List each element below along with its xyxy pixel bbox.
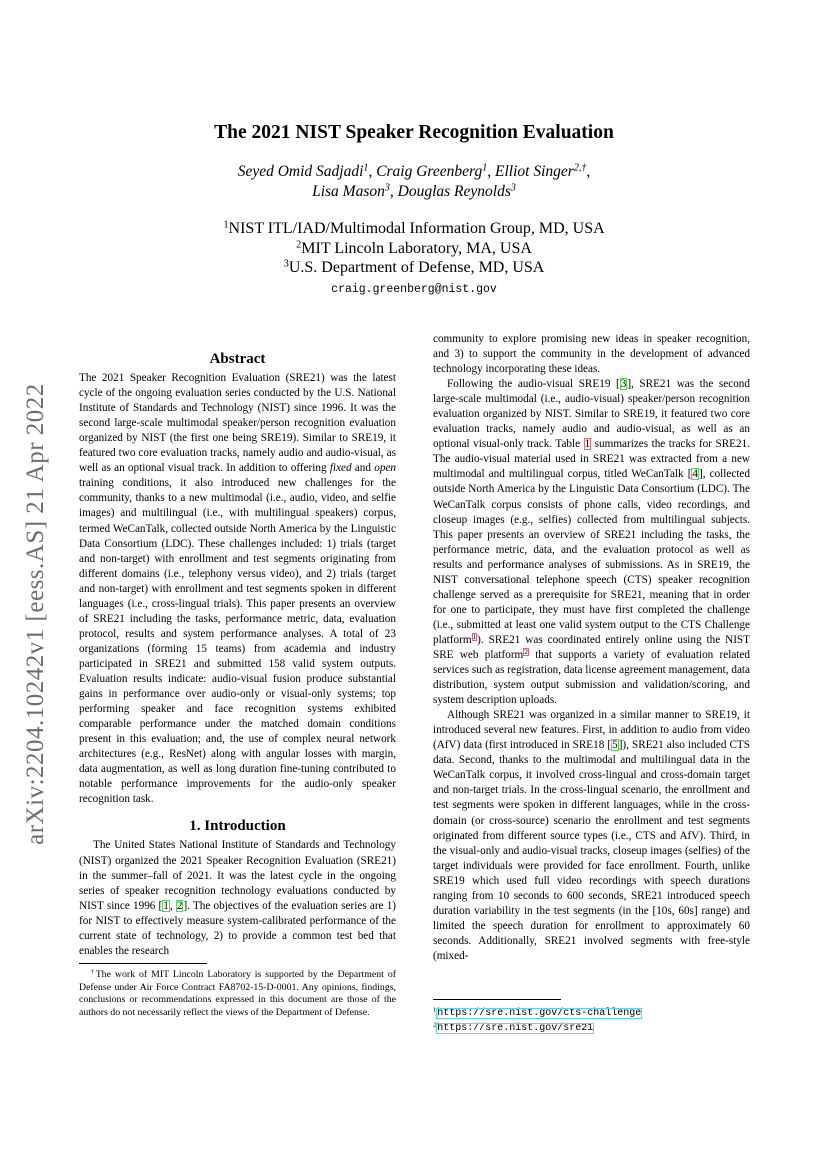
text-run: ). SRE21 was coordinated entirely online using the NIST SRE web platform	[433, 633, 750, 661]
footnote-funding	[79, 963, 396, 1019]
footnote-rule	[433, 999, 561, 1000]
footnote-url-link[interactable]: https://sre.nist.gov/cts-challenge	[437, 1008, 642, 1019]
text-run: ], collected outside North America by the Linguistic Data Consortium (LDC). The WeCanTalk corpus consists of phone calls, video recordings, and closeup images (e.g., selfies) collected from multilingual subjects. This paper presents an overview of SRE21 including the tasks, the performance metric, data, and the evaluation protocol as well as results and performance analyses of submissions. As in SRE19, the NIST conversational telephone speech (CTS) speaker recognition challenge served as a prerequisite for SRE21, meaning that in order for one to participate, they must have first completed the challenge (i.e., submitted at least one valid system output to the CTS Challenge platform	[433, 468, 750, 646]
footnote-item	[433, 1022, 750, 1036]
footnote-mark: 1	[433, 1006, 437, 1014]
author-line-2	[0, 182, 828, 202]
text-run: that supports a variety of evaluation related services such as registration, data license agreement management, data distribution, system output submission and validation/scoring, and system description uploads.	[433, 648, 750, 707]
citation-link[interactable]: 1	[163, 899, 169, 912]
affil-mark: 2	[296, 238, 302, 250]
table-reference-link[interactable]: 1	[584, 438, 591, 451]
footnote-rule	[79, 963, 207, 964]
text-run: ]. The objectives of the evaluation series are 1) for NIST to effectively measure system-calibrated performance of the current state of technology, 2) to provide a common test bed that enables the research	[79, 899, 397, 957]
footnote-text	[79, 969, 396, 1019]
citation-link[interactable]: 3	[620, 378, 627, 391]
text-run: The work of MIT Lincoln Laboratory is supported by the Department of Defense under Air Force Contract FA8702-15-D-0001. Any opinions, findings, conclusions or recommendations expressed in this document are those of the authors do not necessarily reflect the views of the Department of Defense.	[79, 969, 396, 1018]
footnotes-urls	[433, 999, 750, 1035]
citation-link[interactable]: 5	[612, 739, 618, 752]
text-run: The 2021 Speaker Recognition Evaluation (SRE21) was the latest cycle of the ongoing evaluation series conducted by the U.S. National Institute of Standards and Technology (NIST) since 1996. It was the second large-scale multimodal speaker/person recognition evaluation organized by NIST (the first one being SRE19). Similar to SRE19, it featured two core evaluation tracks, namely audio and audio-visual, as well as an optional visual track. In addition to offering	[79, 372, 396, 475]
body-paragraph	[433, 708, 750, 964]
affil-mark: 1	[223, 219, 229, 231]
introduction-heading: 1. Introduction	[189, 818, 286, 835]
text-run: Following the audio-visual SRE19 [	[447, 378, 620, 391]
left-column	[79, 352, 396, 959]
abstract-paragraph	[79, 371, 396, 807]
affiliation-item	[0, 219, 828, 239]
intro-paragraph	[79, 838, 396, 958]
arxiv-sidebar	[24, 354, 48, 874]
affiliations	[0, 219, 828, 299]
right-column	[433, 332, 750, 964]
footnote-link[interactable]: 1	[472, 632, 477, 641]
affil-mark: 3	[283, 258, 289, 270]
footnote-item	[433, 1007, 750, 1021]
author-list	[0, 162, 828, 202]
author-name: Lisa Mason	[312, 183, 385, 200]
affiliation-item	[0, 239, 828, 259]
footnote-url-link[interactable]: https://sre.nist.gov/sre21	[437, 1022, 594, 1034]
author-name: Craig Greenberg	[376, 163, 483, 180]
text-run: The United States National Institute of Standards and Technology (NIST) organized the 2021 Speaker Recognition Evaluation (SRE21) in the summer–fall of 2021. It was the latest cycle in the ongoing series of speaker recognition technology evaluations conducted by NIST since 1996 [	[79, 839, 396, 912]
footnote-mark: †	[91, 968, 96, 976]
author-affil-mark: 1	[363, 162, 369, 174]
text-run: training conditions, it also introduced new challenges for the community, thanks to a new multimodal (i.e., audio, video, and selfie images) and multilingual (i.e., with multilingual speakers) corpus, termed WeCanTalk, collected outside North America by the Linguistic Data Consortium (LDC). These challenges included: 1) trials (target and non-target) with enrollment and test segments originating from different domains (i.e., telephony versus video), and 2) trials (target and non-target) with enrollment and test segments spoken in different languages (i.e., cross-lingual trials). This paper presents an overview of SRE21 including the tasks, performance metric, data, evaluation protocol, results and system performance analyses. A total of 23 organizations (forming 15 teams) from academia and industry participated in SRE21 and submitted 158 valid system outputs. Evaluation results indicate: audio-visual fusion produce substantial gains in performance over audio-only or visual-only systems; top performing speaker and face recognition systems exhibited comparable performance under the matched domain conditions present in this evaluation; and, the use of complex neural network architectures (e.g., ResNet) along with angular losses with margin, data augmentation, as well as long duration fine-tuning contributed to notable performance improvements for the audio-only speaker recognition task.	[79, 477, 396, 806]
author-name: Seyed Omid Sadjadi	[237, 163, 364, 180]
body-paragraph: community to explore promising new ideas in speaker recognition, and 3) to support the community in the development of advanced technology incorporating these ideas.	[433, 333, 750, 376]
body-paragraph	[433, 377, 750, 708]
author-name: Elliot Singer	[495, 163, 574, 180]
citation-link[interactable]: 2	[176, 899, 183, 912]
contact-email[interactable]: craig.greenberg@nist.gov	[331, 282, 497, 296]
author-separator: ,	[368, 163, 377, 180]
author-affil-mark: 2,†	[573, 162, 587, 174]
author-affil-mark: 3	[384, 182, 390, 194]
author-affil-mark: 3	[510, 182, 516, 194]
affil-text: NIST ITL/IAD/Multimodal Information Group, MD, USA	[228, 220, 605, 237]
affil-text: U.S. Department of Defense, MD, USA	[288, 259, 545, 276]
text-run: Although SRE21 was organized in a similar manner to SRE19, it introduced several new features. First, in addition to audio from video (AfV) data (first introduced in SRE18 [	[433, 709, 750, 752]
author-line-1	[0, 162, 828, 182]
arxiv-identifier[interactable]: arXiv:2204.10242v1 [eess.AS] 21 Apr 2022	[22, 383, 49, 845]
author-separator: ,	[586, 163, 591, 180]
emphasis-fixed: fixed	[329, 462, 352, 475]
text-run: ,	[169, 899, 176, 912]
author-affil-mark: 1	[482, 162, 488, 174]
emphasis-open: open	[374, 462, 397, 475]
affil-text: MIT Lincoln Laboratory, MA, USA	[301, 239, 532, 257]
text-run: ]), SRE21 also included CTS data. Second, thanks to the multimodal and multilingual data in the WeCanTalk corpus, it involved cross-lingual and cross-domain target and non-target trials. In the cross-lingual scenario, the enrollment and test segments were spoken in different languages, while in the cross-domain (or cross-source) scenario the enrollment and test segments originated from different source types (i.e., CTS and AfV). Third, in the visual-only and audio-visual tracks, closeup images (selfies) of the target individuals were provided for face enrollment. Fourth, unlike SRE19 which used full video recordings with speech durations ranging from 10 seconds to 600 seconds, SRE21 introduced speech duration variability in the test segments (in the [10s, 60s] range) and limited the speech duration for enrollment to approximately 60 seconds. Additionally, SRE21 involved segments with free-style (mixed-	[433, 739, 750, 962]
footnote-mark: 2	[433, 1021, 437, 1029]
text-run: ], SRE21 was the second large-scale multimodal (i.e., audio-visual) speaker/person recognition evaluation organized by NIST. Similar to SRE19, it featured two core evaluation tracks, namely audio and audio-visual, as well as an optional visual-only track. Table	[433, 378, 750, 451]
paper-title: The 2021 NIST Speaker Recognition Evaluation	[214, 122, 614, 143]
author-separator: ,	[487, 163, 496, 180]
affiliation-item	[0, 258, 828, 278]
footnote-link[interactable]: 2	[524, 647, 528, 656]
text-run: and	[351, 462, 375, 475]
author-name: Douglas Reynolds	[397, 183, 511, 200]
abstract-heading: Abstract	[209, 351, 266, 367]
author-separator: ,	[389, 183, 398, 200]
citation-link[interactable]: 4	[692, 468, 699, 481]
text-run: summarizes the tracks for SRE21. The audio-visual material used in SRE21 was extracted from a new multimodal and multilingual corpus, titled WeCanTalk [	[433, 438, 750, 481]
